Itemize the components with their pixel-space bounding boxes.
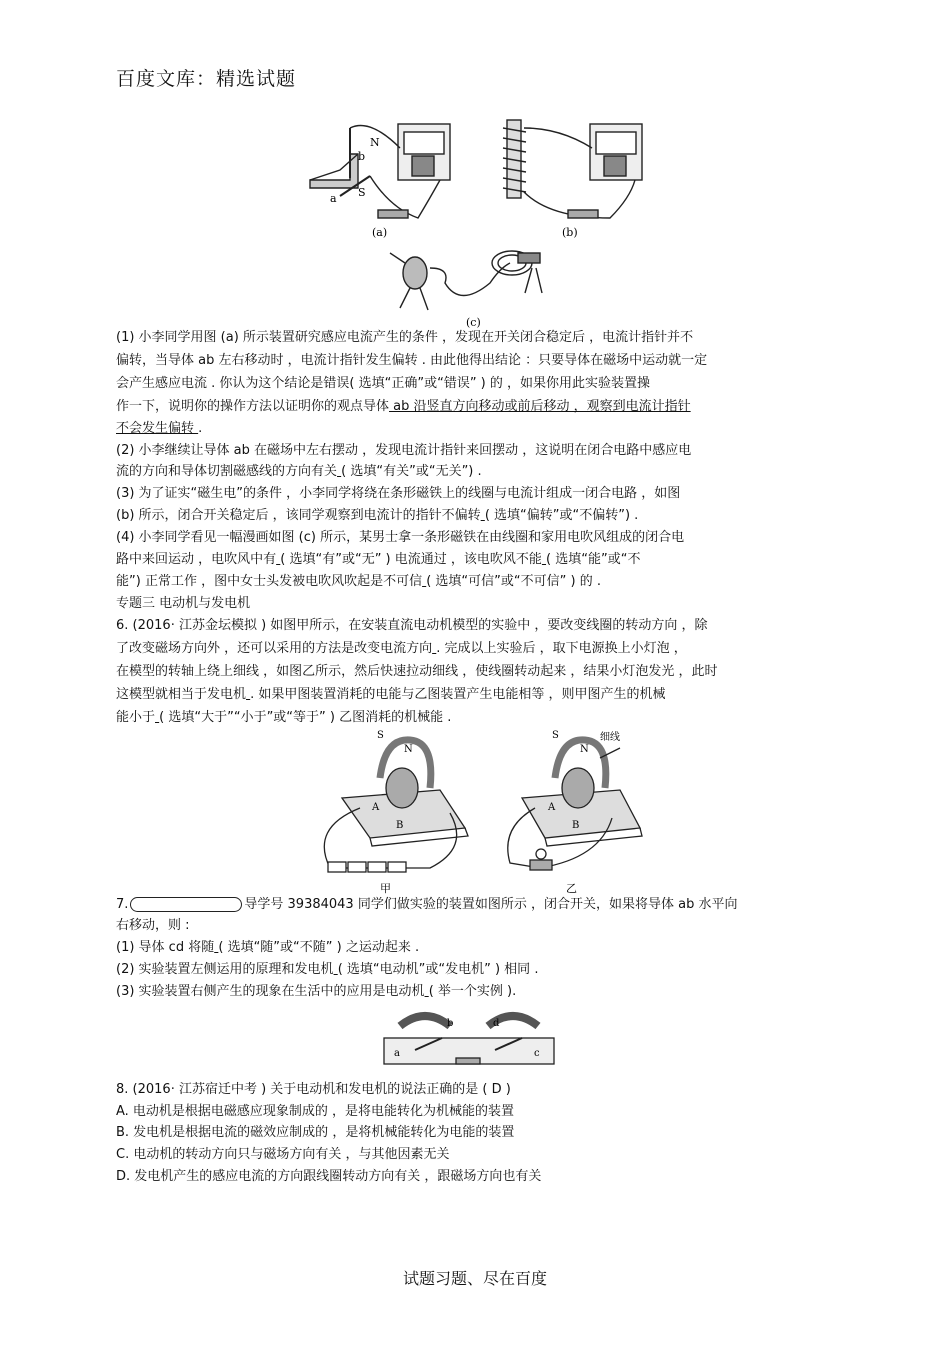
text-line xyxy=(116,1124,514,1142)
text-line xyxy=(116,939,419,957)
text-line xyxy=(116,352,707,370)
text-span: D. 发电机产生的感应电流的方向跟线圈转动方向有关 ，跟磁场方向也有关 xyxy=(116,1169,542,1184)
label-ab-b: b xyxy=(358,150,366,163)
text-span: ( 选填“可信”或“不可信” ) 的 . xyxy=(426,574,601,589)
text-line xyxy=(116,686,666,704)
label-yi: 乙 xyxy=(566,882,577,895)
text-span: ( 选填“大于”“小于”或“等于” ) 乙图消耗的机械能 . xyxy=(159,710,452,725)
label-b7: b xyxy=(447,1018,454,1029)
text-span: ( 选填“能”或“不 xyxy=(546,552,641,567)
text-line xyxy=(116,551,640,569)
label-ab-a: a xyxy=(330,192,337,205)
label-a7: a xyxy=(394,1048,400,1059)
text-span: 路中来回运动 ，电吹风中有 xyxy=(116,552,277,567)
text-span: 6. (2016· 江苏金坛模拟 ) 如图甲所示，在安装直流电动机模型的实验中 ，要改变线圈的转动方向 ，除 xyxy=(116,618,708,633)
text-span: (1) 导体 cd 将随 xyxy=(116,940,215,955)
text-span: 偏转，当导体 ab 左右移动时 ，电流计指针发生偏转 . 由此他得出结论 ：只要导体在磁场中运动就一定 xyxy=(116,353,708,368)
text-line xyxy=(116,420,202,438)
text-line xyxy=(116,1168,541,1186)
label-S-yi: S xyxy=(552,730,559,741)
text-span: (3) 实验装置右侧产生的现象在生活中的应用是电动机 xyxy=(116,984,425,999)
text-span: (4) 小李同学看见一幅漫画如图 (c) 所示，某男士拿一条形磁铁在由线圈和家用电吹风组成的闭合电 xyxy=(116,530,685,545)
text-span: 这模型就相当于发电机 xyxy=(116,687,247,702)
text-span: 能小于 xyxy=(116,710,156,725)
text-line xyxy=(116,896,737,914)
label-B-yi: B xyxy=(572,820,580,831)
label-A-jia: A xyxy=(372,802,380,813)
text-span: 流的方向和导体切割磁感线的方向有关 xyxy=(116,464,338,479)
text-span: (2) 小李继续让导体 ab 在磁场中左右摆动 ，发现电流计指针来回摆动 ，这说明在闭合电路中感应电 xyxy=(116,443,692,458)
label-N-yi: N xyxy=(580,744,589,755)
text-span: B. 发电机是根据电流的磁效应制成的 ，是将机械能转化为电能的装置 xyxy=(116,1125,515,1140)
text-line xyxy=(116,529,684,547)
label-c7: c xyxy=(534,1048,540,1059)
label-thread: 细线 xyxy=(600,732,620,743)
text-span: C. 电动机的转动方向只与磁场方向有关 ，与其他因素无关 xyxy=(116,1147,450,1162)
label-fig-c: (c) xyxy=(466,316,481,329)
text-span: ( 选填“偏转”或“不偏转”) . xyxy=(484,508,639,523)
label-N-jia: N xyxy=(404,744,413,755)
text-span: 在模型的转轴上绕上细线 ，如图乙所示，然后快速拉动细线 ，使线圈转动起来 ，结果小灯泡发光 ，此时 xyxy=(116,664,718,679)
text-line xyxy=(116,983,516,1001)
text-span: 右移动，则 : xyxy=(116,918,190,933)
text-span: . 完成以上实验后 ，取下电源换上小灯泡 ， xyxy=(436,641,687,656)
text-line xyxy=(116,595,250,613)
text-span: ( 选填“电动机”或“发电机” ) 相同 . xyxy=(337,962,539,977)
text-line xyxy=(116,1103,514,1121)
text-line xyxy=(116,640,687,658)
label-S-jia: S xyxy=(377,730,384,741)
text-span: 导学号 39384043 同学们做实验的装置如图所示 ，闭合开关，如果将导体 ab 水平向 xyxy=(244,897,738,912)
text-line xyxy=(116,463,482,481)
text-span: ( 选填“正确”或“错误” ) 的 ，如果你用此实验装置操 xyxy=(349,376,651,391)
rounded-box xyxy=(130,897,242,912)
text-line xyxy=(116,1081,511,1099)
text-span: (1) 小李同学用图 (a) 所示装置研究感应电流产生的条件 ，发现在开关闭合稳定后 ，电流计指针并不 xyxy=(116,330,694,345)
text-span: A. 电动机是根据电磁感应现象制成的 ，是将电能转化为机械能的装置 xyxy=(116,1104,515,1119)
text-span: . 如果甲图装置消耗的电能与乙图装置产生电能相等 ，则甲图产生的机械 xyxy=(250,687,666,702)
text-line xyxy=(116,917,190,935)
answer-blank: ab 沿竖直方向移动或前后移动 ，观察到电流计指针 xyxy=(389,399,691,414)
label-B-jia: B xyxy=(396,820,404,831)
text-span: 了改变磁场方向外 ，还可以采用的方法是改变电流方向 xyxy=(116,641,433,656)
text-span: 作一下，说明你的操作方法以证明你的观点导体 xyxy=(116,399,390,414)
text-line xyxy=(116,573,601,591)
text-line xyxy=(116,442,691,460)
text-span: 7. xyxy=(116,897,129,912)
text-span: (3) 为了证实“磁生电”的条件 ，小李同学将绕在条形磁铁上的线圈与电流计组成一闭合电路 ，如图 xyxy=(116,486,681,501)
text-line xyxy=(116,1146,449,1164)
text-span: 会产生感应电流 . 你认为这个结论是错误 xyxy=(116,376,350,391)
text-line xyxy=(116,485,680,503)
text-span: (b) 所示，闭合开关稳定后 ，该同学观察到电流计的指针不偏转 xyxy=(116,508,481,523)
text-span: ( 举一个实例 ). xyxy=(428,984,517,999)
label-jia: 甲 xyxy=(380,882,391,895)
text-line xyxy=(116,398,691,416)
text-line xyxy=(116,507,638,525)
text-line xyxy=(116,709,451,727)
text-span: 能”) 正常工作 ，图中女士头发被电吹风吹起是不可信 xyxy=(116,574,423,589)
label-d7: d xyxy=(493,1018,500,1029)
label-fig-a: (a) xyxy=(372,226,388,239)
figure-motor-generator xyxy=(300,728,650,898)
answer-blank: 不会发生偏转 xyxy=(116,421,199,436)
label-A-yi: A xyxy=(548,802,556,813)
text-span: 8. (2016· 江苏宿迁中考 ) 关于电动机和发电机的说法正确的是 ( D ) xyxy=(116,1082,511,1097)
page-header: 百度文库：精选试题 xyxy=(116,68,297,90)
text-span: 专题三 电动机与发电机 xyxy=(116,596,251,611)
label-S: S xyxy=(358,186,366,199)
text-line xyxy=(116,961,538,979)
label-N: N xyxy=(370,136,380,149)
figure-ab-cd-experiment xyxy=(380,1008,560,1076)
text-line xyxy=(116,663,718,681)
page-footer: 试题习题、尽在百度 xyxy=(402,1269,547,1288)
text-span: . xyxy=(198,421,203,436)
text-line xyxy=(116,617,708,635)
text-line xyxy=(116,375,650,393)
text-span: ( 选填“有关”或“无关”) . xyxy=(341,464,482,479)
label-fig-b: (b) xyxy=(562,226,578,239)
text-span: ( 选填“有”或“无” ) 电流通过 ，该电吹风不能 xyxy=(280,552,542,567)
text-span: (2) 实验装置左侧运用的原理和发电机 xyxy=(116,962,334,977)
text-line xyxy=(116,329,693,347)
text-span: ( 选填“随”或“不随” ) 之运动起来 . xyxy=(218,940,420,955)
figure-induction-experiments xyxy=(300,118,650,333)
